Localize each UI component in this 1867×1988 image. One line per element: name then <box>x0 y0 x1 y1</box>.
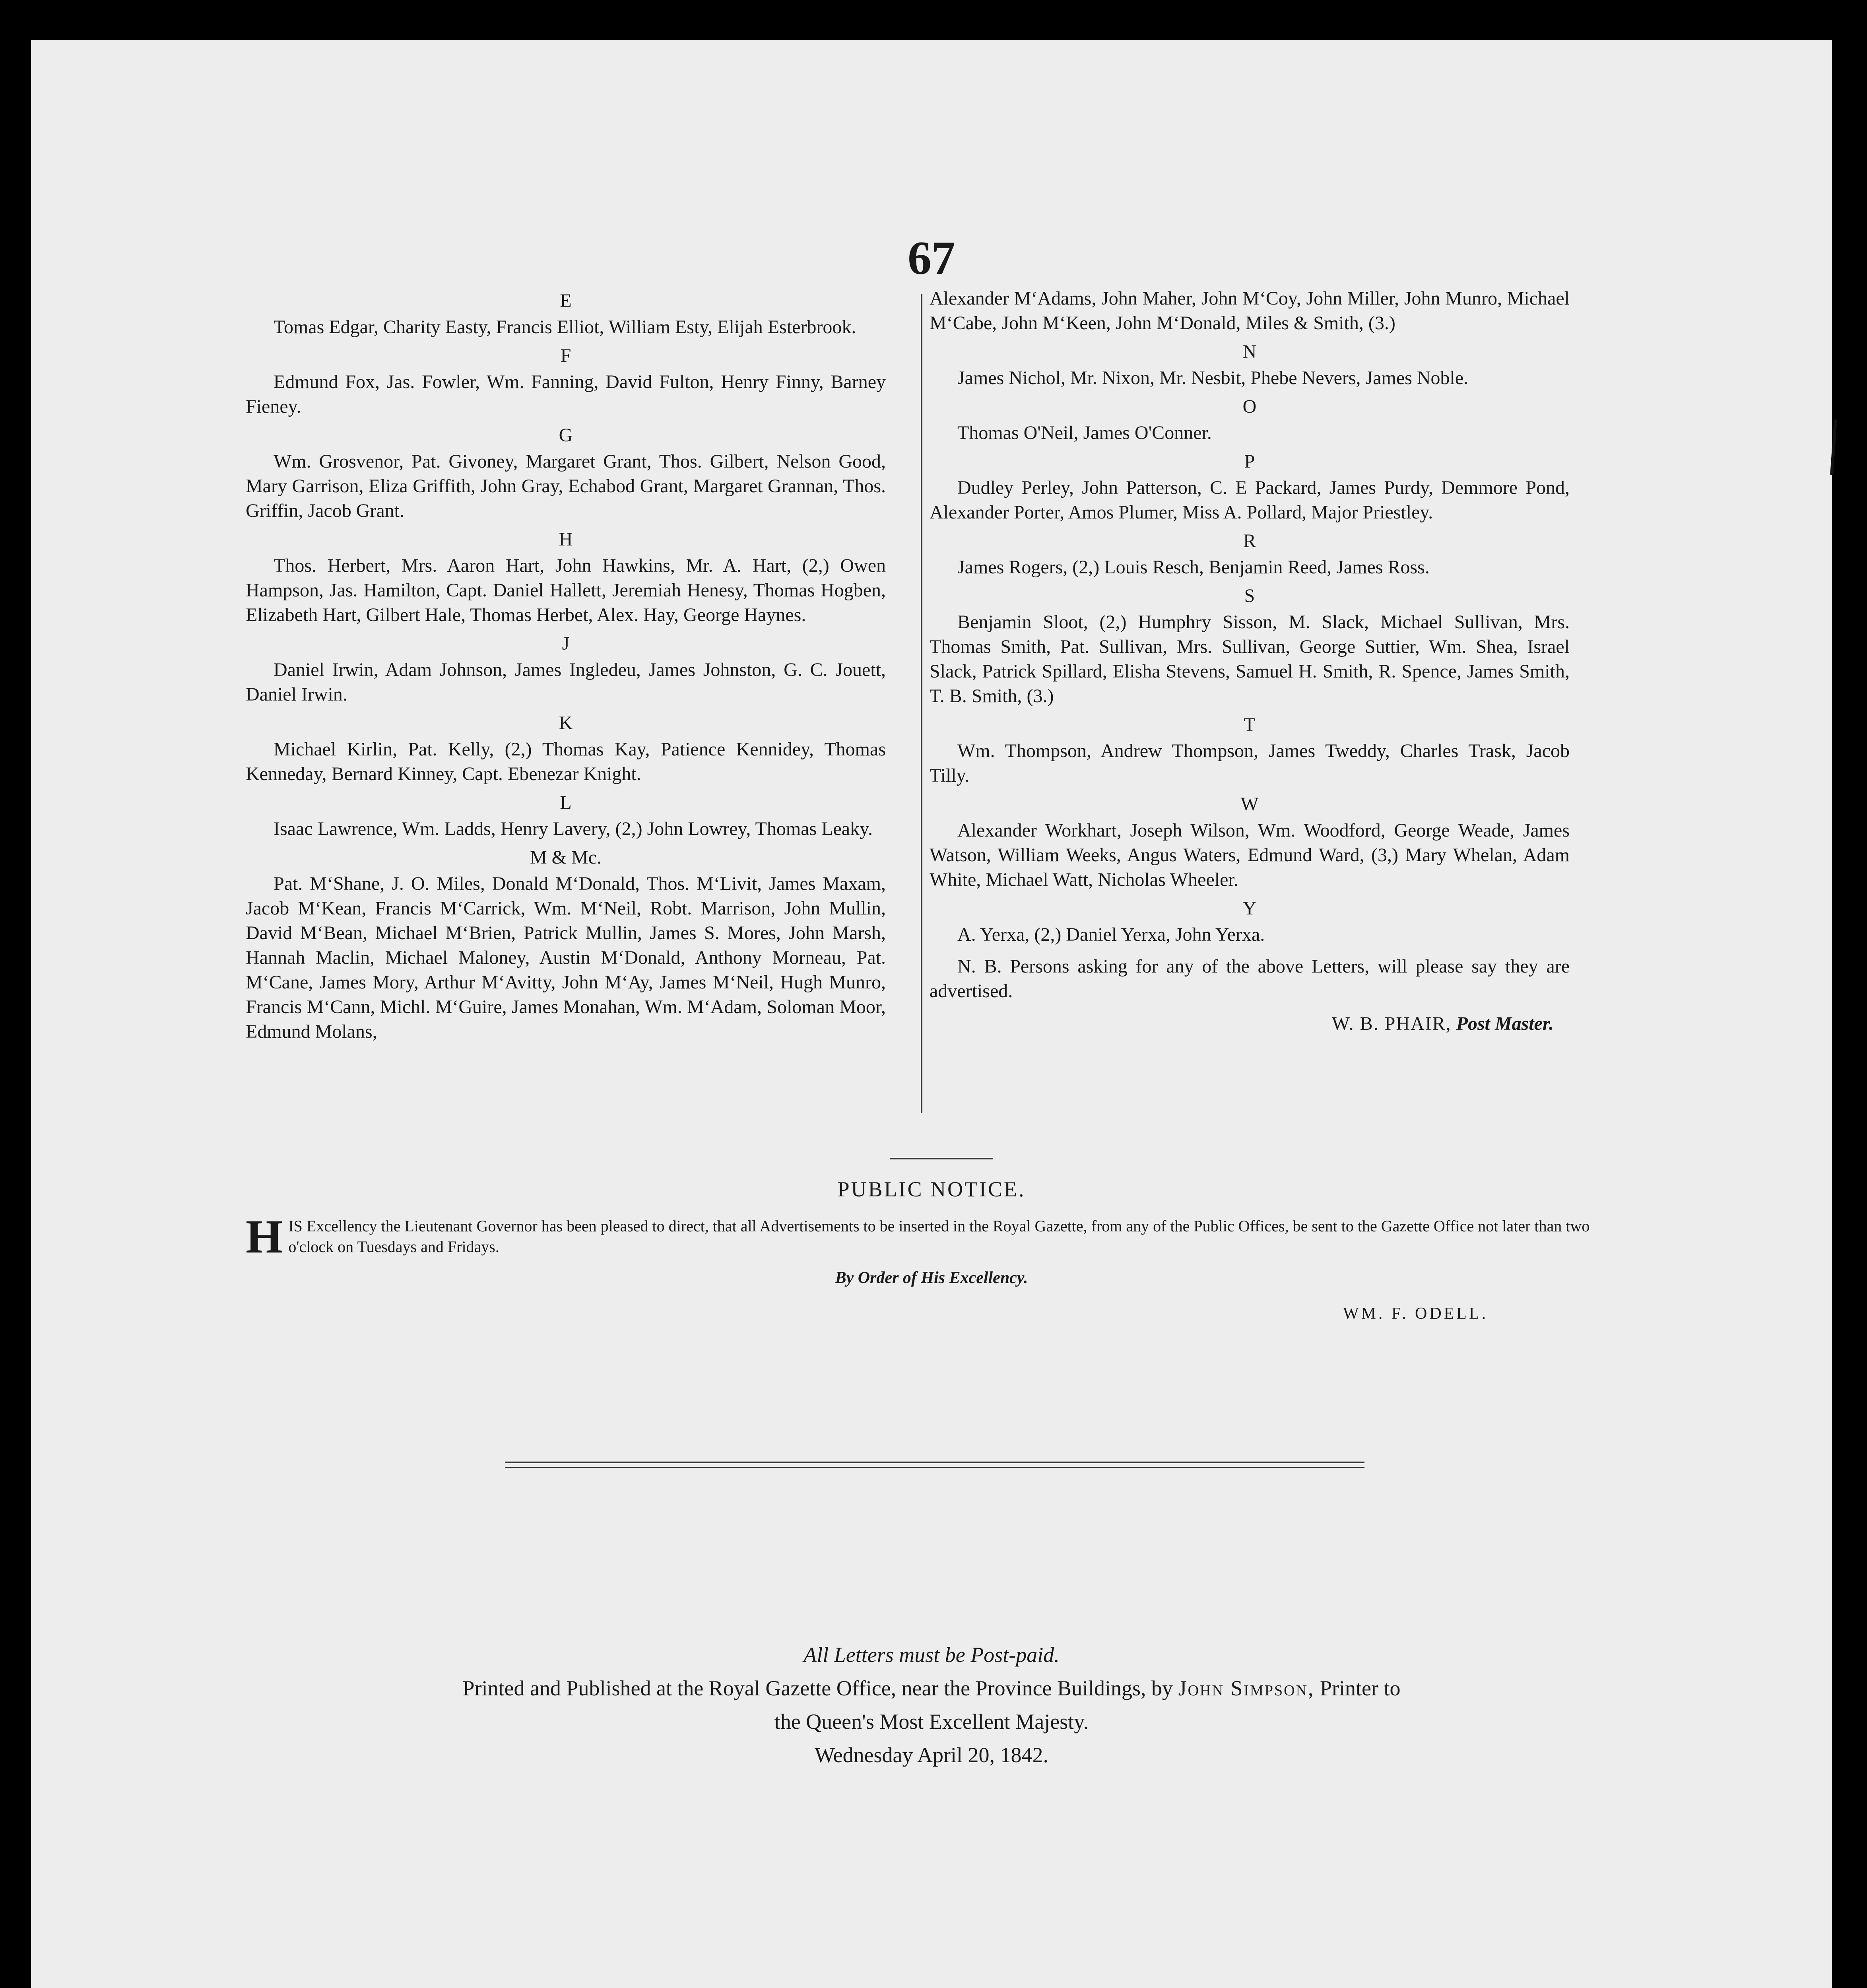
margin-ink-mark <box>1830 419 1837 475</box>
section-letter: T <box>1244 714 1256 735</box>
letter-section-h <box>246 527 886 627</box>
public-notice-text: IS Excellency the Lieutenant Governor has been pleased to direct, that all Advertisements to be inserted in the Royal Gazette, from any of the Public Offices, be sent to the Gazette Office not later than two o'clock on Tuesdays and Fridays. <box>288 1217 1590 1256</box>
section-letter: N <box>1242 341 1257 362</box>
letter-section-f <box>246 344 886 419</box>
letters-list-left-column <box>246 286 886 1048</box>
letter-section-s <box>930 584 1570 709</box>
letter-section-k <box>246 711 886 786</box>
letter-entries: Dudley Perley, John Patterson, C. E Packard, James Purdy, Demmore Pond, Alexander Porter, Amos Plumer, Miss A. Pollard, Major Priestley. <box>930 477 1570 523</box>
column-divider <box>921 294 922 1113</box>
section-letter: Y <box>1242 898 1257 919</box>
section-letter: L <box>560 792 572 813</box>
letter-entries: Edmund Fox, Jas. Fowler, Wm. Fanning, David Fulton, Henry Finny, Barney Fieney. <box>246 371 886 417</box>
letter-section-l <box>246 790 886 841</box>
letter-section-y <box>930 896 1570 947</box>
letter-entries: James Rogers, (2,) Louis Resch, Benjamin Reed, James Ross. <box>957 557 1430 578</box>
printer-name: John Simpson, <box>1178 1676 1315 1700</box>
section-letter: E <box>560 290 572 311</box>
letter-section-j <box>246 631 886 707</box>
public-notice-body <box>246 1210 1613 1263</box>
section-letter: H <box>559 529 573 550</box>
section-letter: M & Mc. <box>530 847 602 868</box>
nota-bene: N. B. Persons asking for any of the above Letters, will please say they are advertised. <box>930 956 1570 1002</box>
letter-entries: Daniel Irwin, Adam Johnson, James Ingledeu, James Johnston, G. C. Jouett, Daniel Irwin. <box>246 659 886 705</box>
postage-note: All Letters must be Post-paid. <box>803 1643 1060 1667</box>
section-letter: K <box>559 712 573 734</box>
section-letter: W <box>1240 794 1259 815</box>
section-letter: J <box>562 633 570 654</box>
imprint-majesty: the Queen's Most Excellent Majesty. <box>774 1710 1089 1734</box>
imprint-line <box>31 1672 1832 1705</box>
newspaper-page <box>31 40 1832 1988</box>
section-letter: S <box>1244 585 1255 606</box>
section-letter: P <box>1244 451 1255 472</box>
letter-entries: Tomas Edgar, Charity Easty, Francis Elliot, William Esty, Elijah Esterbrook. <box>274 316 856 338</box>
public-notice-title: PUBLIC NOTICE. <box>837 1177 1026 1201</box>
section-letter: R <box>1243 530 1256 551</box>
letter-entries: Isaac Lawrence, Wm. Ladds, Henry Lavery, (2,) John Lowrey, Thomas Leaky. <box>274 818 873 839</box>
m-section-continuation: Alexander M‘Adams, John Maher, John M‘Coy, John Miller, John Munro, Michael M‘Cabe, John M‘Keen, John M‘Donald, Miles & Smith, (3.) <box>930 288 1570 334</box>
letter-section-g <box>246 423 886 523</box>
imprint-suffix: Printer to <box>1320 1676 1401 1700</box>
letter-entries: Wm. Thompson, Andrew Thompson, James Tweddy, Charles Trask, Jacob Tilly. <box>930 740 1570 786</box>
letter-section-t <box>930 712 1570 788</box>
public-notice-order: By Order of His Excellency. <box>835 1269 1028 1287</box>
letter-section-m <box>246 845 886 1044</box>
letter-entries: Pat. M‘Shane, J. O. Miles, Donald M‘Donald, Thos. M‘Livit, James Maxam, Jacob M‘Kean, Francis M‘Carrick, Wm. M‘Neil, Robt. Marrison, John Mullin, David M‘Bean, Michael M‘Brien, Patrick Mullin, James S. Mores, John Marsh, Hannah Maclin, Michael Maloney, Austin M‘Donald, Anthony Morneau, Pat. M‘Cane, James Mory, Arthur M‘Avitty, John M‘Ay, James M‘Neil, Hugh Munro, Francis M‘Cann, Michl. M‘Guire, James Monahan, Wm. M‘Adam, Soloman Moor, Edmund Molans, <box>246 873 886 1042</box>
letter-section-n <box>930 340 1570 390</box>
section-rule <box>890 1158 993 1159</box>
publication-date: Wednesday April 20, 1842. <box>814 1743 1049 1767</box>
postmaster-signature <box>930 1011 1570 1036</box>
letter-entries: James Nichol, Mr. Nixon, Mr. Nesbit, Phebe Nevers, James Noble. <box>957 367 1469 388</box>
letter-section-w <box>930 792 1570 892</box>
letter-section-o <box>930 394 1570 445</box>
letter-entries: Benjamin Sloot, (2,) Humphry Sisson, M. Slack, Michael Sullivan, Mrs. Thomas Smith, Pat. Sullivan, Mrs. Sullivan, George Suttier, Wm. Shea, Israel Slack, Patrick Spillard, Elisha Stevens, Samuel H. Smith, R. Spence, James Smith, T. B. Smith, (3.) <box>930 612 1570 707</box>
section-letter: G <box>559 425 573 446</box>
letter-entries: Michael Kirlin, Pat. Kelly, (2,) Thomas Kay, Patience Kennidey, Thomas Kenneday, Bernard Kinney, Capt. Ebenezar Knight. <box>246 739 886 784</box>
section-letter: F <box>560 345 571 366</box>
public-notice-signature: WM. F. ODELL. <box>1343 1305 1489 1323</box>
letter-entries: Thos. Herbert, Mrs. Aaron Hart, John Hawkins, Mr. A. Hart, (2,) Owen Hampson, Jas. Hamilton, Capt. Daniel Hallett, Jeremiah Henesy, Thomas Hogben, Elizabeth Hart, Gilbert Hale, Thomas Herbet, Alex. Hay, George Haynes. <box>246 555 886 625</box>
signature-title: Post Master. <box>1456 1013 1554 1034</box>
letter-entries: Wm. Grosvenor, Pat. Givoney, Margaret Grant, Thos. Gilbert, Nelson Good, Mary Garrison, Eliza Griffith, John Gray, Echabod Grant, Margaret Grannan, Thos. Griffin, Jacob Grant. <box>246 451 886 521</box>
letter-entries: A. Yerxa, (2,) Daniel Yerxa, John Yerxa. <box>957 924 1265 945</box>
imprint-prefix: Printed and Published at the Royal Gazette Office, near the Province Buildings, by <box>462 1676 1173 1700</box>
double-rule-divider <box>505 1462 1364 1468</box>
signature-name: W. B. PHAIR, <box>1331 1013 1452 1034</box>
page-number: 67 <box>908 231 955 284</box>
letter-section-r <box>930 529 1570 580</box>
section-letter: O <box>1242 396 1257 417</box>
drop-cap: H <box>246 1210 283 1263</box>
letter-section-e <box>246 289 886 340</box>
letter-entries: Alexander Workhart, Joseph Wilson, Wm. Woodford, George Weade, James Watson, William Weeks, Angus Waters, Edmund Ward, (3,) Mary Whelan, Adam White, Michael Watt, Nicholas Wheeler. <box>930 820 1570 890</box>
letters-list-right-column <box>930 286 1570 1036</box>
letter-entries: Thomas O'Neil, James O'Conner. <box>957 422 1212 443</box>
letter-section-p <box>930 449 1570 525</box>
imprint-footer <box>31 1638 1832 1772</box>
